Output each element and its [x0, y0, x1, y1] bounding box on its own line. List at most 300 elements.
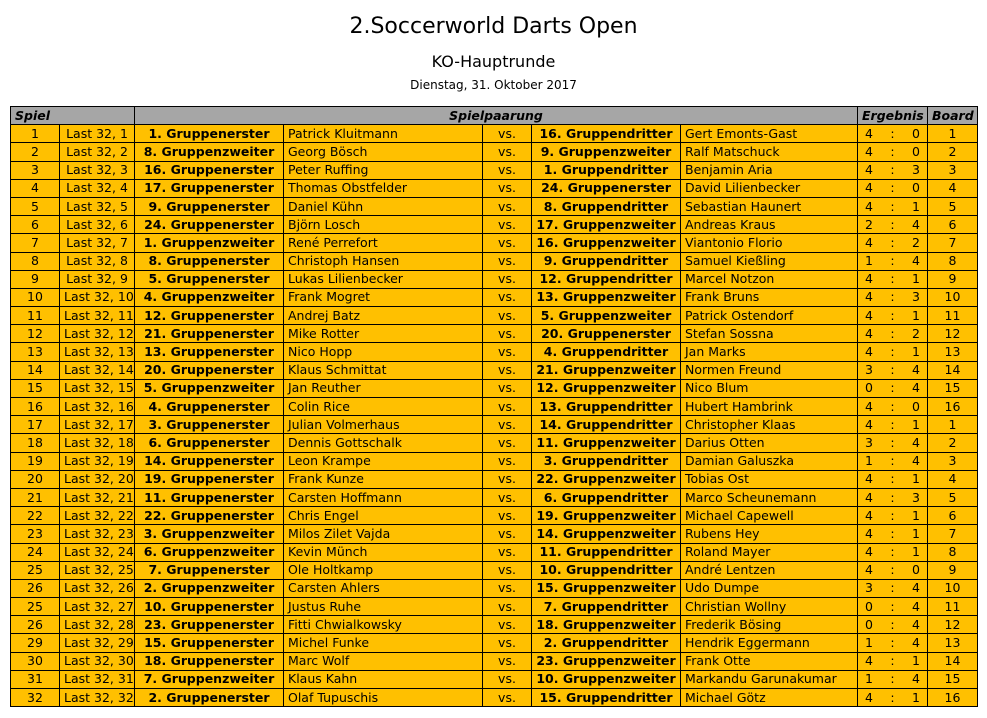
- table-row: [11, 379, 978, 397]
- player2-group-rank: 11. Gruppendritter: [532, 543, 681, 561]
- player1-name: Patrick Kluitmann: [284, 125, 483, 143]
- board-number: 15: [928, 670, 978, 688]
- board-number: 16: [928, 398, 978, 416]
- player1-score: 1: [865, 635, 873, 651]
- table-row: [11, 325, 978, 343]
- player2-name: Viantonio Florio: [681, 234, 858, 252]
- match-result: [858, 307, 928, 325]
- table-row: [11, 416, 978, 434]
- player2-name: Benjamin Aria: [681, 161, 858, 179]
- player2-score: 4: [912, 434, 920, 450]
- player2-score: 1: [912, 507, 920, 523]
- score-separator: :: [890, 234, 895, 250]
- match-number: 20: [11, 470, 60, 488]
- player2-name: Michael Capewell: [681, 507, 858, 525]
- player1-name: Milos Zilet Vajda: [284, 525, 483, 543]
- match-result: [858, 125, 928, 143]
- player1-score: 0: [865, 380, 873, 396]
- board-number: 6: [928, 216, 978, 234]
- player1-name: Dennis Gottschalk: [284, 434, 483, 452]
- board-number: 2: [928, 434, 978, 452]
- player1-name: Carsten Hoffmann: [284, 488, 483, 506]
- vs-label: vs.: [483, 525, 532, 543]
- player1-score: 4: [865, 562, 873, 578]
- player2-group-rank: 18. Gruppenzweiter: [532, 616, 681, 634]
- player1-group-rank: 24. Gruppenerster: [135, 216, 284, 234]
- match-number: 24: [11, 543, 60, 561]
- match-round: Last 32, 18: [60, 434, 135, 452]
- player1-score: 4: [865, 525, 873, 541]
- vs-label: vs.: [483, 398, 532, 416]
- player1-name: René Perrefort: [284, 234, 483, 252]
- vs-label: vs.: [483, 161, 532, 179]
- player1-group-rank: 2. Gruppenerster: [135, 689, 284, 707]
- match-number: 8: [11, 252, 60, 270]
- score-separator: :: [890, 544, 895, 560]
- header-row: [11, 107, 978, 125]
- player2-name: Michael Götz: [681, 689, 858, 707]
- header-ergebnis: Ergebnis: [858, 107, 928, 125]
- match-round: Last 32, 20: [60, 470, 135, 488]
- score-separator: :: [890, 325, 895, 341]
- player2-score: 1: [912, 416, 920, 432]
- player1-group-rank: 14. Gruppenerster: [135, 452, 284, 470]
- player2-group-rank: 10. Gruppendritter: [532, 561, 681, 579]
- table-row: [11, 343, 978, 361]
- board-number: 7: [928, 234, 978, 252]
- player2-score: 2: [912, 234, 920, 250]
- table-row: [11, 125, 978, 143]
- player1-group-rank: 8. Gruppenerster: [135, 252, 284, 270]
- player1-group-rank: 4. Gruppenzweiter: [135, 288, 284, 306]
- match-result: [858, 143, 928, 161]
- table-row: [11, 234, 978, 252]
- score-separator: :: [890, 253, 895, 269]
- match-round: Last 32, 29: [60, 634, 135, 652]
- match-result: [858, 579, 928, 597]
- player2-name: Samuel Kießling: [681, 252, 858, 270]
- match-round: Last 32, 1: [60, 125, 135, 143]
- player1-score: 0: [865, 598, 873, 614]
- match-result: [858, 616, 928, 634]
- player1-group-rank: 7. Gruppenerster: [135, 561, 284, 579]
- vs-label: vs.: [483, 579, 532, 597]
- player2-name: Ralf Matschuck: [681, 143, 858, 161]
- player1-group-rank: 17. Gruppenerster: [135, 179, 284, 197]
- score-separator: :: [890, 507, 895, 523]
- player1-score: 4: [865, 471, 873, 487]
- player2-group-rank: 17. Gruppenzweiter: [532, 216, 681, 234]
- player1-group-rank: 3. Gruppenzweiter: [135, 525, 284, 543]
- board-number: 13: [928, 634, 978, 652]
- match-round: Last 32, 23: [60, 525, 135, 543]
- match-round: Last 32, 19: [60, 452, 135, 470]
- score-separator: :: [890, 125, 895, 141]
- match-round: Last 32, 22: [60, 507, 135, 525]
- player1-name: Daniel Kühn: [284, 197, 483, 215]
- score-separator: :: [890, 162, 895, 178]
- vs-label: vs.: [483, 197, 532, 215]
- player1-score: 3: [865, 580, 873, 596]
- board-number: 1: [928, 416, 978, 434]
- player2-group-rank: 6. Gruppendritter: [532, 488, 681, 506]
- player2-score: 4: [912, 671, 920, 687]
- table-row: [11, 470, 978, 488]
- player2-group-rank: 21. Gruppenzweiter: [532, 361, 681, 379]
- match-round: Last 32, 16: [60, 398, 135, 416]
- player1-name: Ole Holtkamp: [284, 561, 483, 579]
- player1-name: Björn Losch: [284, 216, 483, 234]
- player2-score: 1: [912, 344, 920, 360]
- player1-name: Georg Bösch: [284, 143, 483, 161]
- match-result: [858, 379, 928, 397]
- match-result: [858, 525, 928, 543]
- vs-label: vs.: [483, 379, 532, 397]
- board-number: 12: [928, 325, 978, 343]
- board-number: 13: [928, 343, 978, 361]
- board-number: 8: [928, 252, 978, 270]
- vs-label: vs.: [483, 470, 532, 488]
- match-round: Last 32, 26: [60, 579, 135, 597]
- player2-name: Nico Blum: [681, 379, 858, 397]
- board-number: 10: [928, 288, 978, 306]
- player2-score: 4: [912, 598, 920, 614]
- match-round: Last 32, 11: [60, 307, 135, 325]
- player1-name: Mike Rotter: [284, 325, 483, 343]
- player2-score: 0: [912, 143, 920, 159]
- table-row: [11, 307, 978, 325]
- score-separator: :: [890, 216, 895, 232]
- board-number: 12: [928, 616, 978, 634]
- score-separator: :: [890, 671, 895, 687]
- vs-label: vs.: [483, 343, 532, 361]
- match-round: Last 32, 12: [60, 325, 135, 343]
- player1-score: 4: [865, 143, 873, 159]
- match-number: 31: [11, 670, 60, 688]
- match-number: 21: [11, 488, 60, 506]
- player1-name: Carsten Ahlers: [284, 579, 483, 597]
- match-number: 3: [11, 161, 60, 179]
- player2-name: André Lentzen: [681, 561, 858, 579]
- player1-name: Nico Hopp: [284, 343, 483, 361]
- score-separator: :: [890, 635, 895, 651]
- board-number: 9: [928, 561, 978, 579]
- player1-name: Kevin Münch: [284, 543, 483, 561]
- match-number: 4: [11, 179, 60, 197]
- player2-group-rank: 20. Gruppenerster: [532, 325, 681, 343]
- table-row: [11, 161, 978, 179]
- match-number: 30: [11, 652, 60, 670]
- player2-group-rank: 7. Gruppendritter: [532, 598, 681, 616]
- player1-name: Michel Funke: [284, 634, 483, 652]
- match-result: [858, 434, 928, 452]
- match-result: [858, 543, 928, 561]
- player1-group-rank: 4. Gruppenerster: [135, 398, 284, 416]
- player2-score: 4: [912, 635, 920, 651]
- match-round: Last 32, 30: [60, 652, 135, 670]
- match-round: Last 32, 28: [60, 616, 135, 634]
- player1-group-rank: 20. Gruppenerster: [135, 361, 284, 379]
- table-row: [11, 670, 978, 688]
- board-number: 5: [928, 488, 978, 506]
- vs-label: vs.: [483, 434, 532, 452]
- table-row: [11, 488, 978, 506]
- player1-name: Andrej Batz: [284, 307, 483, 325]
- player1-group-rank: 5. Gruppenerster: [135, 270, 284, 288]
- player2-name: Gert Emonts-Gast: [681, 125, 858, 143]
- player2-score: 4: [912, 380, 920, 396]
- player2-name: Marcel Notzon: [681, 270, 858, 288]
- player2-group-rank: 9. Gruppendritter: [532, 252, 681, 270]
- player1-score: 4: [865, 289, 873, 305]
- score-separator: :: [890, 598, 895, 614]
- match-result: [858, 179, 928, 197]
- match-round: Last 32, 14: [60, 361, 135, 379]
- player2-name: Frank Otte: [681, 652, 858, 670]
- match-round: Last 32, 8: [60, 252, 135, 270]
- match-round: Last 32, 27: [60, 598, 135, 616]
- player1-name: Colin Rice: [284, 398, 483, 416]
- vs-label: vs.: [483, 488, 532, 506]
- match-round: Last 32, 5: [60, 197, 135, 215]
- score-separator: :: [890, 198, 895, 214]
- vs-label: vs.: [483, 507, 532, 525]
- score-separator: :: [890, 580, 895, 596]
- player1-group-rank: 12. Gruppenerster: [135, 307, 284, 325]
- vs-label: vs.: [483, 216, 532, 234]
- table-row: [11, 197, 978, 215]
- player2-score: 2: [912, 325, 920, 341]
- player1-score: 4: [865, 125, 873, 141]
- board-number: 6: [928, 507, 978, 525]
- player2-name: Hendrik Eggermann: [681, 634, 858, 652]
- match-number: 15: [11, 379, 60, 397]
- match-round: Last 32, 15: [60, 379, 135, 397]
- score-separator: :: [890, 525, 895, 541]
- player1-score: 2: [865, 216, 873, 232]
- player1-name: Olaf Tupuschis: [284, 689, 483, 707]
- vs-label: vs.: [483, 670, 532, 688]
- player2-group-rank: 9. Gruppenzweiter: [532, 143, 681, 161]
- match-number: 18: [11, 434, 60, 452]
- player1-group-rank: 21. Gruppenerster: [135, 325, 284, 343]
- match-round: Last 32, 17: [60, 416, 135, 434]
- table-row: [11, 689, 978, 707]
- match-number: 10: [11, 288, 60, 306]
- player2-score: 3: [912, 162, 920, 178]
- match-number: 1: [11, 125, 60, 143]
- match-number: 6: [11, 216, 60, 234]
- player1-score: 3: [865, 362, 873, 378]
- score-separator: :: [890, 562, 895, 578]
- table-row: [11, 398, 978, 416]
- player2-score: 4: [912, 580, 920, 596]
- match-round: Last 32, 4: [60, 179, 135, 197]
- player1-group-rank: 9. Gruppenerster: [135, 197, 284, 215]
- player1-group-rank: 2. Gruppenzweiter: [135, 579, 284, 597]
- match-number: 2: [11, 143, 60, 161]
- player1-name: Frank Mogret: [284, 288, 483, 306]
- match-round: Last 32, 2: [60, 143, 135, 161]
- match-result: [858, 270, 928, 288]
- vs-label: vs.: [483, 452, 532, 470]
- player2-name: Christopher Klaas: [681, 416, 858, 434]
- player1-score: 4: [865, 489, 873, 505]
- score-separator: :: [890, 271, 895, 287]
- table-row: [11, 452, 978, 470]
- player2-group-rank: 5. Gruppenzweiter: [532, 307, 681, 325]
- board-number: 4: [928, 179, 978, 197]
- player2-group-rank: 4. Gruppendritter: [532, 343, 681, 361]
- player1-name: Lukas Lilienbecker: [284, 270, 483, 288]
- player1-group-rank: 1. Gruppenzweiter: [135, 234, 284, 252]
- player2-name: Damian Galuszka: [681, 452, 858, 470]
- match-result: [858, 488, 928, 506]
- vs-label: vs.: [483, 543, 532, 561]
- player1-score: 4: [865, 180, 873, 196]
- vs-label: vs.: [483, 561, 532, 579]
- player1-score: 4: [865, 344, 873, 360]
- player1-group-rank: 11. Gruppenerster: [135, 488, 284, 506]
- table-row: [11, 525, 978, 543]
- match-round: Last 32, 31: [60, 670, 135, 688]
- player1-group-rank: 16. Gruppenerster: [135, 161, 284, 179]
- match-round: Last 32, 13: [60, 343, 135, 361]
- table-row: [11, 143, 978, 161]
- match-round: Last 32, 25: [60, 561, 135, 579]
- header-board: Board: [928, 107, 978, 125]
- player1-name: Marc Wolf: [284, 652, 483, 670]
- match-round: Last 32, 3: [60, 161, 135, 179]
- header-spielpaarung: Spielpaarung: [135, 107, 858, 125]
- match-round: Last 32, 24: [60, 543, 135, 561]
- player2-name: Roland Mayer: [681, 543, 858, 561]
- vs-label: vs.: [483, 143, 532, 161]
- player1-group-rank: 22. Gruppenerster: [135, 507, 284, 525]
- player1-score: 4: [865, 398, 873, 414]
- score-separator: :: [890, 616, 895, 632]
- vs-label: vs.: [483, 634, 532, 652]
- player1-name: Klaus Kahn: [284, 670, 483, 688]
- match-number: 19: [11, 452, 60, 470]
- header-spiel: Spiel: [11, 107, 135, 125]
- player1-name: Frank Kunze: [284, 470, 483, 488]
- match-result: [858, 216, 928, 234]
- player2-name: Frederik Bösing: [681, 616, 858, 634]
- board-number: 3: [928, 161, 978, 179]
- player1-score: 4: [865, 234, 873, 250]
- player2-group-rank: 12. Gruppendritter: [532, 270, 681, 288]
- vs-label: vs.: [483, 252, 532, 270]
- score-separator: :: [890, 380, 895, 396]
- player2-score: 0: [912, 125, 920, 141]
- vs-label: vs.: [483, 598, 532, 616]
- score-separator: :: [890, 453, 895, 469]
- score-separator: :: [890, 434, 895, 450]
- player1-group-rank: 15. Gruppenerster: [135, 634, 284, 652]
- table-row: [11, 616, 978, 634]
- match-result: [858, 234, 928, 252]
- player2-score: 0: [912, 562, 920, 578]
- match-round: Last 32, 9: [60, 270, 135, 288]
- match-round: Last 32, 10: [60, 288, 135, 306]
- board-number: 11: [928, 598, 978, 616]
- player1-group-rank: 10. Gruppenerster: [135, 598, 284, 616]
- board-number: 5: [928, 197, 978, 215]
- player2-score: 4: [912, 216, 920, 232]
- vs-label: vs.: [483, 307, 532, 325]
- board-number: 8: [928, 543, 978, 561]
- match-result: [858, 652, 928, 670]
- vs-label: vs.: [483, 652, 532, 670]
- player1-group-rank: 6. Gruppenerster: [135, 434, 284, 452]
- player1-group-rank: 18. Gruppenerster: [135, 652, 284, 670]
- player1-score: 4: [865, 507, 873, 523]
- match-round: Last 32, 6: [60, 216, 135, 234]
- player2-group-rank: 8. Gruppendritter: [532, 197, 681, 215]
- player2-name: Tobias Ost: [681, 470, 858, 488]
- score-separator: :: [890, 307, 895, 323]
- player1-group-rank: 7. Gruppenzweiter: [135, 670, 284, 688]
- player1-score: 4: [865, 416, 873, 432]
- vs-label: vs.: [483, 270, 532, 288]
- table-row: [11, 561, 978, 579]
- player2-score: 3: [912, 489, 920, 505]
- table-row: [11, 543, 978, 561]
- score-separator: :: [890, 362, 895, 378]
- score-separator: :: [890, 489, 895, 505]
- table-row: [11, 634, 978, 652]
- match-result: [858, 161, 928, 179]
- player2-group-rank: 19. Gruppenzweiter: [532, 507, 681, 525]
- player1-name: Justus Ruhe: [284, 598, 483, 616]
- match-result: [858, 343, 928, 361]
- player2-name: Hubert Hambrink: [681, 398, 858, 416]
- match-result: [858, 670, 928, 688]
- player2-name: Frank Bruns: [681, 288, 858, 306]
- match-round: Last 32, 32: [60, 689, 135, 707]
- player1-group-rank: 13. Gruppenerster: [135, 343, 284, 361]
- score-separator: :: [890, 289, 895, 305]
- match-result: [858, 452, 928, 470]
- match-number: 25: [11, 561, 60, 579]
- score-separator: :: [890, 180, 895, 196]
- player2-name: Markandu Garunakumar: [681, 670, 858, 688]
- player2-score: 1: [912, 544, 920, 560]
- match-round: Last 32, 21: [60, 488, 135, 506]
- player1-group-rank: 5. Gruppenzweiter: [135, 379, 284, 397]
- match-result: [858, 325, 928, 343]
- player2-score: 1: [912, 271, 920, 287]
- table-row: [11, 579, 978, 597]
- vs-label: vs.: [483, 616, 532, 634]
- player1-score: 3: [865, 434, 873, 450]
- board-number: 10: [928, 579, 978, 597]
- score-separator: :: [890, 689, 895, 705]
- player1-score: 4: [865, 198, 873, 214]
- board-number: 16: [928, 689, 978, 707]
- table-row: [11, 598, 978, 616]
- score-separator: :: [890, 344, 895, 360]
- match-result: [858, 689, 928, 707]
- vs-label: vs.: [483, 361, 532, 379]
- player1-name: Christoph Hansen: [284, 252, 483, 270]
- player2-group-rank: 12. Gruppenzweiter: [532, 379, 681, 397]
- player2-group-rank: 15. Gruppendritter: [532, 689, 681, 707]
- match-number: 25: [11, 598, 60, 616]
- player1-name: Klaus Schmittat: [284, 361, 483, 379]
- player2-name: Marco Scheunemann: [681, 488, 858, 506]
